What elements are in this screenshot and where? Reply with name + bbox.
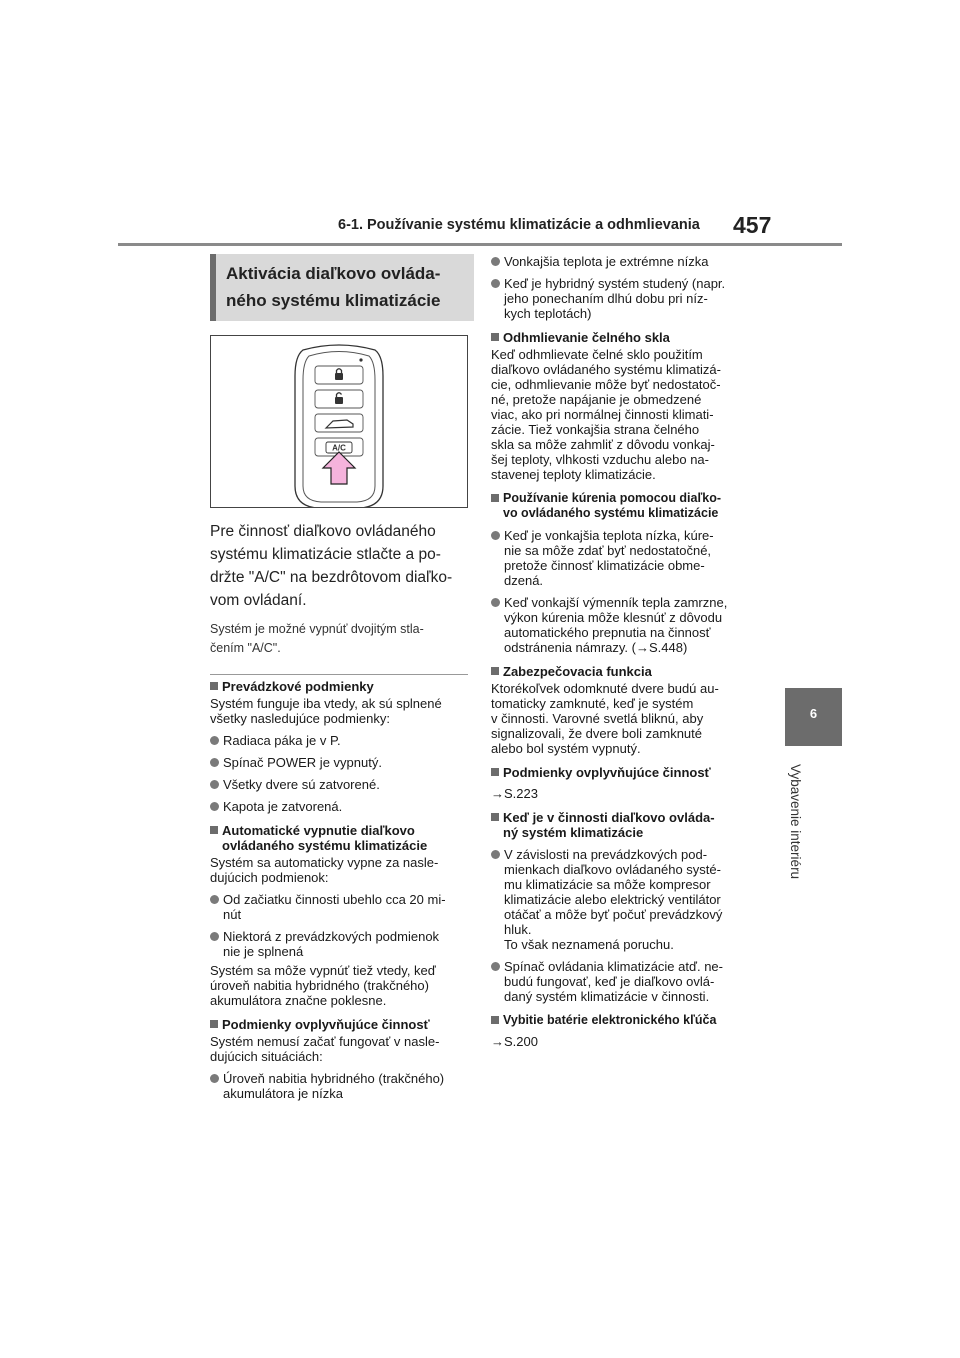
text-line: systému klimatizácie stlačte a po- <box>210 546 441 563</box>
bullet-item: Všetky dvere sú zatvorené. <box>210 777 468 792</box>
subheading-affecting-conditions: Podmienky ovplyvňujúce činnosť <box>210 1017 468 1032</box>
trunk-button <box>315 414 363 432</box>
chapter-tab-label: Vybavenie interiéru <box>788 764 803 880</box>
subheading-security-function: Zabezpečovacia funkcia <box>491 664 753 679</box>
trunk-icon <box>326 420 353 428</box>
subheading-heating <box>491 491 753 521</box>
text-line: Automatické vypnutie diaľkovo <box>222 823 415 838</box>
text-line: Systém sa automaticky vypne za nasle- <box>210 855 439 870</box>
paragraph <box>210 1034 468 1064</box>
text-line: mu klimatizácie sa môže kompresor <box>504 877 711 892</box>
text-line: Systém je možné vypnúť dvojitým stla- <box>210 622 424 636</box>
text-line: otáčať a môže byť počuť prevádzkový <box>504 907 723 922</box>
intro-text <box>210 520 468 612</box>
text-line: Niektorá z prevádzkových podmienok <box>223 929 440 944</box>
section-heading-line: Aktivácia diaľkovo ovláda- <box>226 264 441 283</box>
text-line: Keď je vonkajšia teplota nízka, kúre- <box>504 528 714 543</box>
bullet-item <box>210 929 468 959</box>
ac-button-label: A/C <box>332 443 346 453</box>
header-rule <box>118 243 842 246</box>
paragraph <box>210 696 468 726</box>
text-line: vom ovládaní. <box>210 592 307 609</box>
text-line: tomaticky zamknuté, keď je systém <box>491 696 694 711</box>
text-line: Keď vonkajší výmenník tepla zamrzne, <box>504 595 728 610</box>
text-line: stavenej teploty klimatizácie. <box>491 467 656 482</box>
bullet-item <box>491 847 753 952</box>
left-column <box>210 254 468 1101</box>
text-line: viac, ako pri normálnej činnosti klimati- <box>491 407 714 422</box>
paragraph <box>491 681 753 756</box>
text-line: daný systém klimatizácie v činnosti. <box>504 989 710 1004</box>
text-line: cie, odhmlievanie môže byť nedostatoč- <box>491 377 721 392</box>
text-line: nie sa môže zdať byť nedostatočné, <box>504 543 712 558</box>
text-line: akumulátora značne poklesne. <box>210 993 387 1008</box>
text-line: jeho ponechaním dlhú dobu pri níz- <box>504 291 708 306</box>
bullet-item: Vonkajšia teplota je extrémne nízka <box>491 254 753 269</box>
bullet-item <box>210 1071 468 1101</box>
text-line: kych teplotách) <box>504 306 592 321</box>
text-line: klimatizácie alebo elektrický ventilátor <box>504 892 721 907</box>
text-line: budú fungovať, keď je diaľkovo ovlá- <box>504 974 715 989</box>
section-heading <box>210 254 474 321</box>
text-line: Používanie kúrenia pomocou diaľko- <box>503 491 722 505</box>
subheading-defogging: Odhmlievanie čelného skla <box>491 330 753 345</box>
text-line: vo ovládaného systému klimatizácie <box>503 506 719 520</box>
chapter-tab <box>785 688 842 746</box>
text-line: Úroveň nabitia hybridného (trakčného) <box>223 1071 445 1086</box>
bullet-item <box>491 528 753 588</box>
text-line: držte "A/C" na bezdrôtovom diaľko- <box>210 569 453 586</box>
divider <box>210 674 468 675</box>
text-line: hluk. <box>504 922 532 937</box>
text-line: Keď je v činnosti diaľkovo ovláda- <box>503 810 715 825</box>
right-column <box>491 254 753 1049</box>
page-number: 457 <box>733 212 772 238</box>
text-line: Systém nemusí začať fungovať v nasle- <box>210 1034 440 1049</box>
text-line: diaľkovo ovládaného systému klimatizá- <box>491 362 721 377</box>
chapter-tab-number: 6 <box>809 706 818 721</box>
bullet-item: Spínač POWER je vypnutý. <box>210 755 468 770</box>
text-line: Spínač ovládania klimatizácie atď. ne- <box>504 959 723 974</box>
page-reference: →S.223 <box>491 786 538 801</box>
text-line: akumulátora je nízka <box>223 1086 343 1101</box>
chapter-section-title: 6-1. Používanie systému klimatizácie a odhmlievania <box>338 217 700 233</box>
text-line: zácie. Tiež vonkajšia strana čelného <box>491 422 700 437</box>
bullet-item <box>491 595 753 655</box>
bullet-item: Kapota je zatvorená. <box>210 799 468 814</box>
text-line: dujúcich situáciách: <box>210 1049 323 1064</box>
paragraph <box>210 855 468 885</box>
text-line: Od začiatku činnosti ubehlo cca 20 mi- <box>223 892 446 907</box>
text-line: úroveň nabitia hybridného (trakčného) <box>210 978 429 993</box>
text-line: všetky nasledujúce podmienky: <box>210 711 390 726</box>
text-line: nie je splnená <box>223 944 304 959</box>
text-line: nút <box>223 907 242 922</box>
bullet-item <box>491 276 753 321</box>
text-line: Systém funguje iba vtedy, ak sú splnené <box>210 696 442 711</box>
text-line: v činnosti. Varovné svetlá bliknú, aby <box>491 711 704 726</box>
subheading-when-running <box>491 810 753 840</box>
paragraph <box>491 347 753 482</box>
note-text <box>210 620 468 658</box>
press-arrow-icon <box>323 452 355 484</box>
text-line: Keď je hybridný systém studený (napr. <box>504 276 726 291</box>
text-line: Ktorékoľvek odomknuté dvere budú au- <box>491 681 719 696</box>
text-line: signalizovali, že dvere boli zamknuté <box>491 726 702 741</box>
subheading-key-battery: Vybitie batérie elektronického kľúča <box>491 1013 753 1028</box>
page-reference: →S.200 <box>491 1034 538 1049</box>
text-line: šej teploty, vlhkosti vzduchu alebo na- <box>491 452 709 467</box>
remote-key-illustration <box>211 336 467 507</box>
text-line: dujúcich podmienok: <box>210 870 329 885</box>
bullet-item <box>491 959 753 1004</box>
text-line: Pre činnosť diaľkovo ovládaného <box>210 523 436 540</box>
text-line: né, pretože napájanie je obmedzené <box>491 392 702 407</box>
text-line: To však neznamená poruchu. <box>504 937 674 952</box>
text-line: odstránenia námrazy. (→S.448) <box>504 640 688 655</box>
text-line: automatického prepnutia na činnosť <box>504 625 711 640</box>
text-line: skla sa môže zahmliť z dôvodu vonkaj- <box>491 437 715 452</box>
text-line: V závislosti na prevádzkových pod- <box>504 847 708 862</box>
text-line: alebo bol systém vypnutý. <box>491 741 641 756</box>
text-line: ný systém klimatizácie <box>503 825 644 840</box>
text-line: Keď odhmlievate čelné sklo použitím <box>491 347 703 362</box>
subheading-auto-shutoff <box>210 823 468 853</box>
text-line: dzená. <box>504 573 544 588</box>
subheading-affecting-conditions-2: Podmienky ovplyvňujúce činnosť <box>491 765 753 780</box>
subheading-operating-conditions: Prevádzkové podmienky <box>210 679 468 694</box>
text-line: Systém sa môže vypnúť tiež vtedy, keď <box>210 963 436 978</box>
text-line: čením "A/C". <box>210 641 281 655</box>
bullet-item: Radiaca páka je v P. <box>210 733 468 748</box>
remote-key-figure <box>210 335 468 508</box>
lock-icon <box>335 369 343 380</box>
bullet-item <box>210 892 468 922</box>
text-line: pretože činnosť klimatizácie obme- <box>504 558 705 573</box>
section-heading-line: ného systému klimatizácie <box>226 291 441 310</box>
unlock-icon <box>335 393 343 404</box>
text-line: výkon kúrenia môže klesnúť z dôvodu <box>504 610 723 625</box>
text-line: ovládaného systému klimatizácie <box>222 838 428 853</box>
paragraph <box>210 963 468 1008</box>
text-line: mienkach diaľkovo ovládaného systé- <box>504 862 721 877</box>
